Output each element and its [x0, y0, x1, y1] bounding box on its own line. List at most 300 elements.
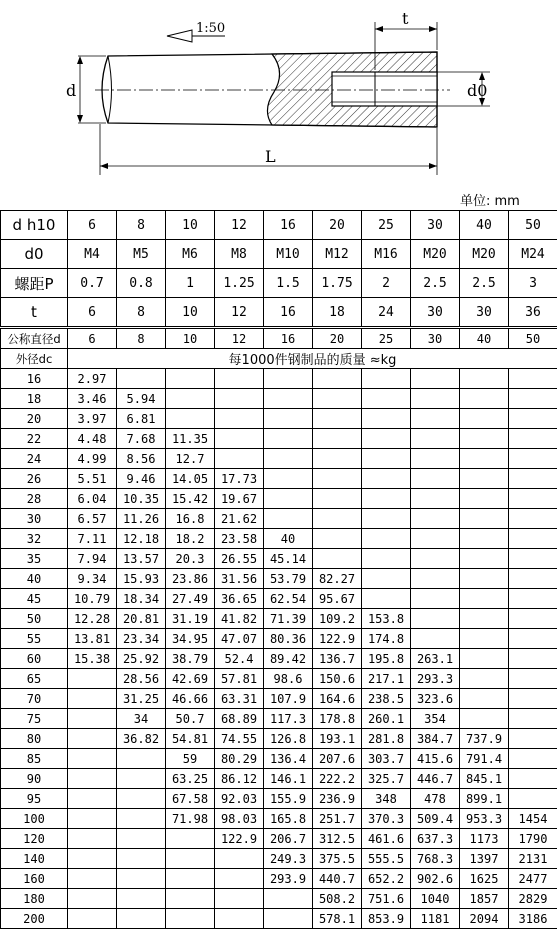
spec-table	[0, 210, 557, 327]
mass-cell	[313, 489, 362, 509]
mass-cell: 5.94	[117, 389, 166, 409]
spec-cell: M5	[117, 240, 166, 269]
mass-cell	[411, 429, 460, 449]
mass-cell	[509, 569, 557, 589]
mass-cell	[166, 909, 215, 929]
mass-cell: 293.9	[264, 869, 313, 889]
mass-cell: 136.4	[264, 749, 313, 769]
mass-cell	[68, 669, 117, 689]
mass-cell	[313, 549, 362, 569]
nominal-diameter-cell: 30	[411, 329, 460, 349]
mass-cell: 12.7	[166, 449, 215, 469]
unit-label: 单位: mm	[460, 190, 520, 209]
mass-cell	[362, 429, 411, 449]
mass-cell	[117, 809, 166, 829]
mass-cell	[460, 709, 509, 729]
mass-cell	[117, 749, 166, 769]
outer-diameter-cell: 55	[1, 629, 68, 649]
mass-cell: 47.07	[215, 629, 264, 649]
mass-cell: 6.57	[68, 509, 117, 529]
mass-cell	[68, 749, 117, 769]
mass-cell: 652.2	[362, 869, 411, 889]
mass-cell	[117, 369, 166, 389]
mass-cell: 446.7	[411, 769, 460, 789]
mass-cell: 27.49	[166, 589, 215, 609]
mass-cell: 4.99	[68, 449, 117, 469]
mass-cell	[362, 469, 411, 489]
mass-cell: 164.6	[313, 689, 362, 709]
mass-cell	[313, 529, 362, 549]
mass-cell: 1397	[460, 849, 509, 869]
mass-cell	[411, 549, 460, 569]
mass-row	[1, 369, 557, 389]
mass-cell	[509, 549, 557, 569]
mass-cell: 1454	[509, 809, 557, 829]
mass-cell: 42.69	[166, 669, 215, 689]
mass-row	[1, 429, 557, 449]
mass-cell: 902.6	[411, 869, 460, 889]
mass-cell: 8.56	[117, 449, 166, 469]
mass-cell: 15.38	[68, 649, 117, 669]
mass-cell	[117, 889, 166, 909]
mass-cell: 54.81	[166, 729, 215, 749]
mass-row	[1, 909, 557, 929]
mass-cell	[460, 529, 509, 549]
mass-table	[0, 328, 557, 929]
spec-row	[1, 298, 557, 327]
mass-cell	[509, 629, 557, 649]
mass-cell: 15.42	[166, 489, 215, 509]
spec-cell: 0.7	[68, 269, 117, 298]
mass-cell: 98.6	[264, 669, 313, 689]
mass-cell	[411, 369, 460, 389]
spec-cell: 2.5	[460, 269, 509, 298]
mass-cell: 174.8	[362, 629, 411, 649]
mass-cell: 46.66	[166, 689, 215, 709]
nominal-diameter-label: 公称直径d	[1, 329, 68, 349]
mass-cell	[460, 609, 509, 629]
mass-cell: 52.4	[215, 649, 264, 669]
mass-cell	[264, 429, 313, 449]
mass-cell: 80.29	[215, 749, 264, 769]
spec-cell: 1.25	[215, 269, 264, 298]
mass-row	[1, 849, 557, 869]
mass-row	[1, 829, 557, 849]
outer-diameter-cell: 16	[1, 369, 68, 389]
mass-row	[1, 669, 557, 689]
mass-cell	[362, 569, 411, 589]
mass-cell	[117, 849, 166, 869]
taper-pin-drawing	[0, 0, 557, 185]
mass-cell	[313, 389, 362, 409]
mass-cell: 325.7	[362, 769, 411, 789]
spec-cell: 25	[362, 211, 411, 240]
mass-cell	[509, 529, 557, 549]
outer-diameter-cell: 80	[1, 729, 68, 749]
spec-cell: 6	[68, 298, 117, 327]
mass-cell	[362, 489, 411, 509]
mass-cell	[460, 389, 509, 409]
mass-cell	[509, 429, 557, 449]
mass-cell	[264, 889, 313, 909]
mass-cell: 40	[264, 529, 313, 549]
mass-cell	[117, 769, 166, 789]
mass-cell	[509, 729, 557, 749]
outer-diameter-cell: 95	[1, 789, 68, 809]
mass-cell	[313, 469, 362, 489]
mass-cell: 2829	[509, 889, 557, 909]
mass-cell: 6.81	[117, 409, 166, 429]
mass-cell: 136.7	[313, 649, 362, 669]
mass-cell: 312.5	[313, 829, 362, 849]
spec-cell: 36	[509, 298, 557, 327]
mass-cell: 31.56	[215, 569, 264, 589]
mass-cell	[460, 629, 509, 649]
mass-cell	[68, 909, 117, 929]
taper-ratio-label: 1:50	[196, 21, 225, 36]
mass-cell: 2.97	[68, 369, 117, 389]
nominal-diameter-cell: 12	[215, 329, 264, 349]
spec-row-label: t	[1, 298, 68, 327]
mass-cell: 7.68	[117, 429, 166, 449]
mass-cell	[68, 689, 117, 709]
mass-cell	[362, 369, 411, 389]
mass-cell: 1625	[460, 869, 509, 889]
spec-cell: M6	[166, 240, 215, 269]
mass-row	[1, 889, 557, 909]
mass-cell	[509, 509, 557, 529]
mass-cell: 323.6	[411, 689, 460, 709]
mass-cell: 63.25	[166, 769, 215, 789]
mass-cell	[460, 469, 509, 489]
mass-cell: 384.7	[411, 729, 460, 749]
mass-cell: 1173	[460, 829, 509, 849]
mass-row	[1, 549, 557, 569]
mass-cell	[362, 549, 411, 569]
mass-cell: 67.58	[166, 789, 215, 809]
mass-cell: 12.28	[68, 609, 117, 629]
outer-diameter-cell: 75	[1, 709, 68, 729]
mass-cell	[460, 429, 509, 449]
mass-cell: 153.8	[362, 609, 411, 629]
spec-cell: M20	[460, 240, 509, 269]
mass-cell: 281.8	[362, 729, 411, 749]
mass-cell	[362, 509, 411, 529]
mass-cell: 23.86	[166, 569, 215, 589]
mass-cell	[509, 469, 557, 489]
outer-diameter-cell: 28	[1, 489, 68, 509]
mass-cell	[264, 389, 313, 409]
mass-cell: 20.3	[166, 549, 215, 569]
mass-cell: 509.4	[411, 809, 460, 829]
mass-cell: 2477	[509, 869, 557, 889]
spec-cell: 8	[117, 211, 166, 240]
mass-cell	[215, 409, 264, 429]
mass-cell: 348	[362, 789, 411, 809]
spec-cell: 10	[166, 298, 215, 327]
mass-cell: 25.92	[117, 649, 166, 669]
spec-cell: 20	[313, 211, 362, 240]
mass-cell: 3186	[509, 909, 557, 929]
mass-cell: 2131	[509, 849, 557, 869]
mass-cell	[264, 369, 313, 389]
mass-cell	[117, 789, 166, 809]
mass-cell	[509, 769, 557, 789]
mass-cell	[411, 589, 460, 609]
mass-cell	[460, 489, 509, 509]
mass-cell: 303.7	[362, 749, 411, 769]
mass-title-row	[1, 349, 557, 369]
mass-cell: 34.95	[166, 629, 215, 649]
spec-cell: M16	[362, 240, 411, 269]
mass-cell	[509, 489, 557, 509]
mass-cell: 737.9	[460, 729, 509, 749]
spec-row	[1, 269, 557, 298]
outer-diameter-cell: 60	[1, 649, 68, 669]
mass-cell: 34	[117, 709, 166, 729]
mass-row	[1, 809, 557, 829]
mass-cell: 126.8	[264, 729, 313, 749]
outer-diameter-cell: 32	[1, 529, 68, 549]
mass-cell	[117, 829, 166, 849]
mass-cell	[68, 709, 117, 729]
mass-cell	[215, 849, 264, 869]
mass-cell: 89.42	[264, 649, 313, 669]
mass-cell	[68, 789, 117, 809]
mass-cell: 238.5	[362, 689, 411, 709]
spec-row-label: d0	[1, 240, 68, 269]
mass-row	[1, 649, 557, 669]
spec-row	[1, 211, 557, 240]
mass-row	[1, 449, 557, 469]
mass-cell: 13.81	[68, 629, 117, 649]
mass-cell	[215, 429, 264, 449]
mass-cell: 71.98	[166, 809, 215, 829]
spec-cell: M24	[509, 240, 557, 269]
mass-cell	[68, 729, 117, 749]
mass-cell: 178.8	[313, 709, 362, 729]
mass-cell: 508.2	[313, 889, 362, 909]
mass-cell: 36.65	[215, 589, 264, 609]
mass-cell	[411, 629, 460, 649]
spec-cell: 10	[166, 211, 215, 240]
mass-cell	[411, 409, 460, 429]
mass-cell: 31.25	[117, 689, 166, 709]
mass-cell	[166, 869, 215, 889]
mass-cell	[362, 589, 411, 609]
mass-cell: 19.67	[215, 489, 264, 509]
mass-row	[1, 529, 557, 549]
mass-cell: 155.9	[264, 789, 313, 809]
mass-cell	[460, 449, 509, 469]
mass-cell: 18.34	[117, 589, 166, 609]
outer-diameter-cell: 140	[1, 849, 68, 869]
mass-cell: 23.58	[215, 529, 264, 549]
outer-diameter-cell: 24	[1, 449, 68, 469]
mass-cell: 20.81	[117, 609, 166, 629]
mass-row	[1, 789, 557, 809]
outer-diameter-cell: 100	[1, 809, 68, 829]
mass-row	[1, 389, 557, 409]
nominal-diameter-cell: 6	[68, 329, 117, 349]
mass-cell	[411, 609, 460, 629]
mass-cell	[362, 449, 411, 469]
outer-diameter-cell: 200	[1, 909, 68, 929]
spec-cell: 1.5	[264, 269, 313, 298]
outer-diameter-cell: 26	[1, 469, 68, 489]
mass-cell: 11.35	[166, 429, 215, 449]
mass-cell	[460, 549, 509, 569]
mass-cell: 354	[411, 709, 460, 729]
mass-cell	[509, 789, 557, 809]
spec-cell: 24	[362, 298, 411, 327]
mass-row	[1, 489, 557, 509]
mass-cell	[166, 849, 215, 869]
mass-cell: 791.4	[460, 749, 509, 769]
mass-cell	[215, 909, 264, 929]
mass-cell: 11.26	[117, 509, 166, 529]
spec-cell: 0.8	[117, 269, 166, 298]
spec-cell: 2.5	[411, 269, 460, 298]
mass-cell: 578.1	[313, 909, 362, 929]
mass-cell: 953.3	[460, 809, 509, 829]
mass-cell	[166, 369, 215, 389]
mass-cell	[215, 869, 264, 889]
mass-row	[1, 609, 557, 629]
mass-cell	[166, 829, 215, 849]
mass-cell: 1790	[509, 829, 557, 849]
mass-cell: 7.11	[68, 529, 117, 549]
mass-row	[1, 469, 557, 489]
mass-cell	[166, 389, 215, 409]
spec-cell: 30	[460, 298, 509, 327]
outer-diameter-cell: 50	[1, 609, 68, 629]
spec-cell: 2	[362, 269, 411, 298]
mass-cell: 122.9	[313, 629, 362, 649]
mass-row	[1, 729, 557, 749]
mass-cell: 1857	[460, 889, 509, 909]
mass-cell: 82.27	[313, 569, 362, 589]
spec-cell: M10	[264, 240, 313, 269]
mass-cell: 768.3	[411, 849, 460, 869]
mass-cell	[313, 369, 362, 389]
spec-cell: 8	[117, 298, 166, 327]
mass-cell	[460, 669, 509, 689]
mass-cell	[509, 689, 557, 709]
mass-cell	[264, 909, 313, 929]
spec-cell: 30	[411, 298, 460, 327]
mass-cell	[411, 569, 460, 589]
mass-cell	[460, 409, 509, 429]
outer-diameter-cell: 70	[1, 689, 68, 709]
outer-diameter-cell: 18	[1, 389, 68, 409]
nominal-diameter-cell: 20	[313, 329, 362, 349]
mass-cell	[264, 409, 313, 429]
mass-row	[1, 409, 557, 429]
mass-cell: 260.1	[362, 709, 411, 729]
mass-cell	[460, 589, 509, 609]
mass-cell: 59	[166, 749, 215, 769]
mass-cell: 207.6	[313, 749, 362, 769]
mass-cell: 249.3	[264, 849, 313, 869]
t-label: t	[402, 9, 409, 28]
mass-cell	[264, 449, 313, 469]
spec-cell: 3	[509, 269, 557, 298]
spec-cell: 40	[460, 211, 509, 240]
mass-cell	[509, 669, 557, 689]
mass-cell	[313, 449, 362, 469]
mass-cell	[313, 429, 362, 449]
mass-cell	[68, 849, 117, 869]
mass-cell	[509, 709, 557, 729]
mass-cell	[264, 489, 313, 509]
spec-cell: 50	[509, 211, 557, 240]
mass-cell: 3.46	[68, 389, 117, 409]
spec-cell: M8	[215, 240, 264, 269]
mass-cell: 5.51	[68, 469, 117, 489]
mass-cell: 2094	[460, 909, 509, 929]
mass-cell: 21.62	[215, 509, 264, 529]
outer-diameter-cell: 90	[1, 769, 68, 789]
mass-cell	[509, 649, 557, 669]
mass-cell: 50.7	[166, 709, 215, 729]
mass-cell: 370.3	[362, 809, 411, 829]
mass-cell: 53.79	[264, 569, 313, 589]
mass-cell: 4.48	[68, 429, 117, 449]
spec-cell: M4	[68, 240, 117, 269]
mass-cell: 80.36	[264, 629, 313, 649]
mass-cell	[411, 489, 460, 509]
mass-cell: 375.5	[313, 849, 362, 869]
mass-cell: 236.9	[313, 789, 362, 809]
mass-cell: 117.3	[264, 709, 313, 729]
mass-cell: 26.55	[215, 549, 264, 569]
outer-diameter-cell: 20	[1, 409, 68, 429]
mass-cell: 63.31	[215, 689, 264, 709]
mass-cell: 853.9	[362, 909, 411, 929]
mass-cell: 92.03	[215, 789, 264, 809]
mass-title: 每1000件钢制品的质量 ≈kg	[68, 349, 557, 369]
mass-cell: 10.79	[68, 589, 117, 609]
outer-diameter-label: 外径dc	[1, 349, 68, 369]
mass-cell: 23.34	[117, 629, 166, 649]
outer-diameter-cell: 40	[1, 569, 68, 589]
mass-cell	[215, 449, 264, 469]
spec-cell: 12	[215, 298, 264, 327]
mass-cell: 38.79	[166, 649, 215, 669]
mass-cell: 263.1	[411, 649, 460, 669]
mass-cell: 9.34	[68, 569, 117, 589]
nominal-diameter-cell: 16	[264, 329, 313, 349]
mass-cell: 86.12	[215, 769, 264, 789]
mass-cell	[166, 409, 215, 429]
mass-cell: 206.7	[264, 829, 313, 849]
spec-row-label: d h10	[1, 211, 68, 240]
mass-cell: 7.94	[68, 549, 117, 569]
outer-diameter-cell: 85	[1, 749, 68, 769]
nominal-diameter-cell: 40	[460, 329, 509, 349]
L-label: L	[265, 147, 276, 166]
mass-cell	[460, 689, 509, 709]
mass-row	[1, 569, 557, 589]
spec-cell: 12	[215, 211, 264, 240]
mass-cell: 17.73	[215, 469, 264, 489]
spec-cell: 18	[313, 298, 362, 327]
mass-cell	[509, 409, 557, 429]
mass-cell: 165.8	[264, 809, 313, 829]
spec-cell: 16	[264, 211, 313, 240]
mass-row	[1, 869, 557, 889]
